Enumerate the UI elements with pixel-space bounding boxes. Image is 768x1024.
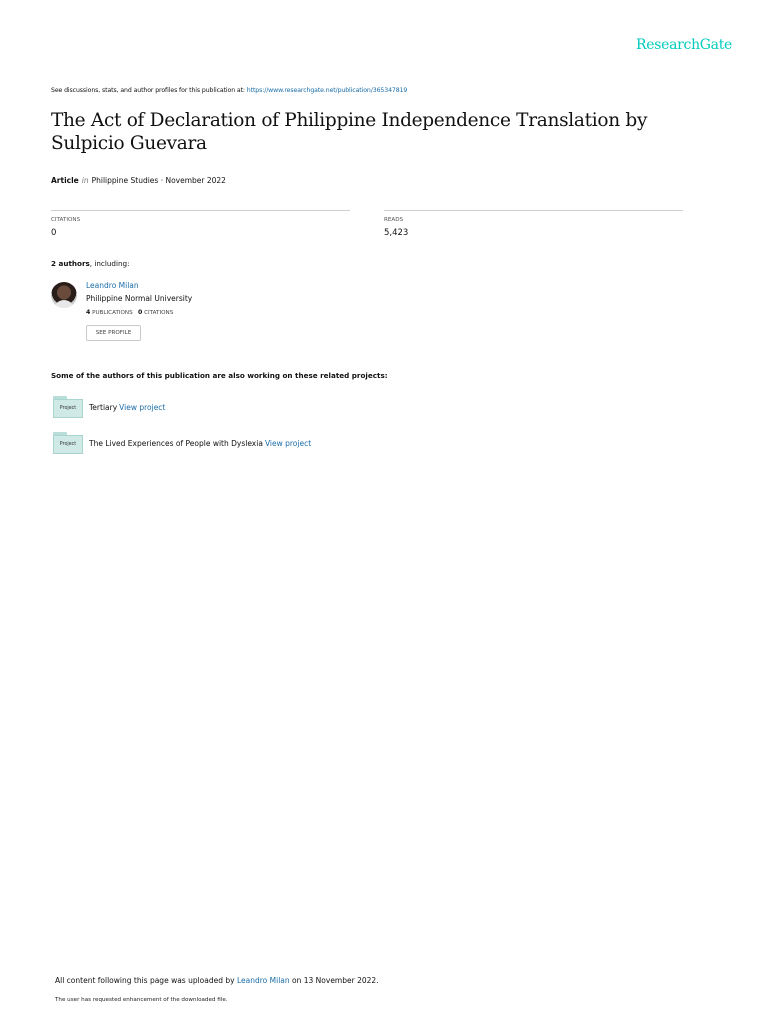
discussion-line — [51, 87, 407, 94]
upload-suffix: on 13 November 2022. — [289, 976, 379, 985]
citations-label: CITATIONS — [51, 217, 81, 223]
publication-type: Article — [51, 176, 79, 185]
authors-including: , including: — [89, 259, 130, 268]
view-project-link[interactable]: View project — [119, 403, 166, 412]
publication-venue-date: Philippine Studies · November 2022 — [91, 176, 226, 185]
authors-heading — [51, 259, 130, 268]
project-icon-label: Project — [53, 399, 83, 418]
project-name: The Lived Experiences of People with Dyslexia — [89, 439, 263, 448]
related-projects-heading: Some of the authors of this publication are also working on these related projects: — [51, 371, 388, 380]
researchgate-logo[interactable]: ResearchGate — [636, 37, 733, 53]
author-citations-label: CITATIONS — [144, 310, 174, 316]
discussion-prefix: See discussions, stats, and author profiles for this publication at: — [51, 87, 247, 94]
authors-count: 2 authors — [51, 259, 90, 268]
author-publications-count: 4 — [86, 309, 91, 316]
upload-note — [55, 976, 379, 985]
author-avatar[interactable] — [51, 282, 77, 308]
project-folder-icon — [53, 396, 83, 418]
author-publications-label: PUBLICATIONS — [92, 310, 133, 316]
view-project-link[interactable]: View project — [264, 439, 312, 448]
project-item — [89, 403, 165, 412]
enhancement-note: The user has requested enhancement of the downloaded file. — [55, 997, 228, 1003]
project-icon-label: Project — [53, 435, 83, 454]
project-name: Tertiary — [89, 403, 118, 412]
reads-label: READS — [384, 217, 404, 223]
publication-title: The Act of Declaration of Philippine Independence Translation by Sulpicio Guevara — [51, 110, 648, 154]
author-institution: Philippine Normal University — [86, 294, 193, 303]
citations-value: 0 — [51, 228, 57, 238]
publication-url-link[interactable]: https://www.researchgate.net/publication/365347819 — [246, 87, 408, 94]
citations-divider — [51, 210, 350, 211]
uploader-link[interactable]: Leandro Milan — [236, 976, 290, 985]
reads-divider — [384, 210, 683, 211]
reads-value: 5,423 — [384, 228, 409, 238]
author-name-link[interactable]: Leandro Milan — [86, 281, 139, 290]
author-stats — [86, 309, 173, 316]
publication-in-word: in — [81, 176, 89, 185]
project-folder-icon — [53, 432, 83, 454]
author-citations-count: 0 — [138, 309, 143, 316]
upload-prefix: All content following this page was uploaded by — [55, 976, 237, 985]
see-profile-button[interactable]: SEE PROFILE — [86, 325, 141, 341]
project-item — [89, 439, 311, 448]
publication-meta — [51, 176, 226, 185]
